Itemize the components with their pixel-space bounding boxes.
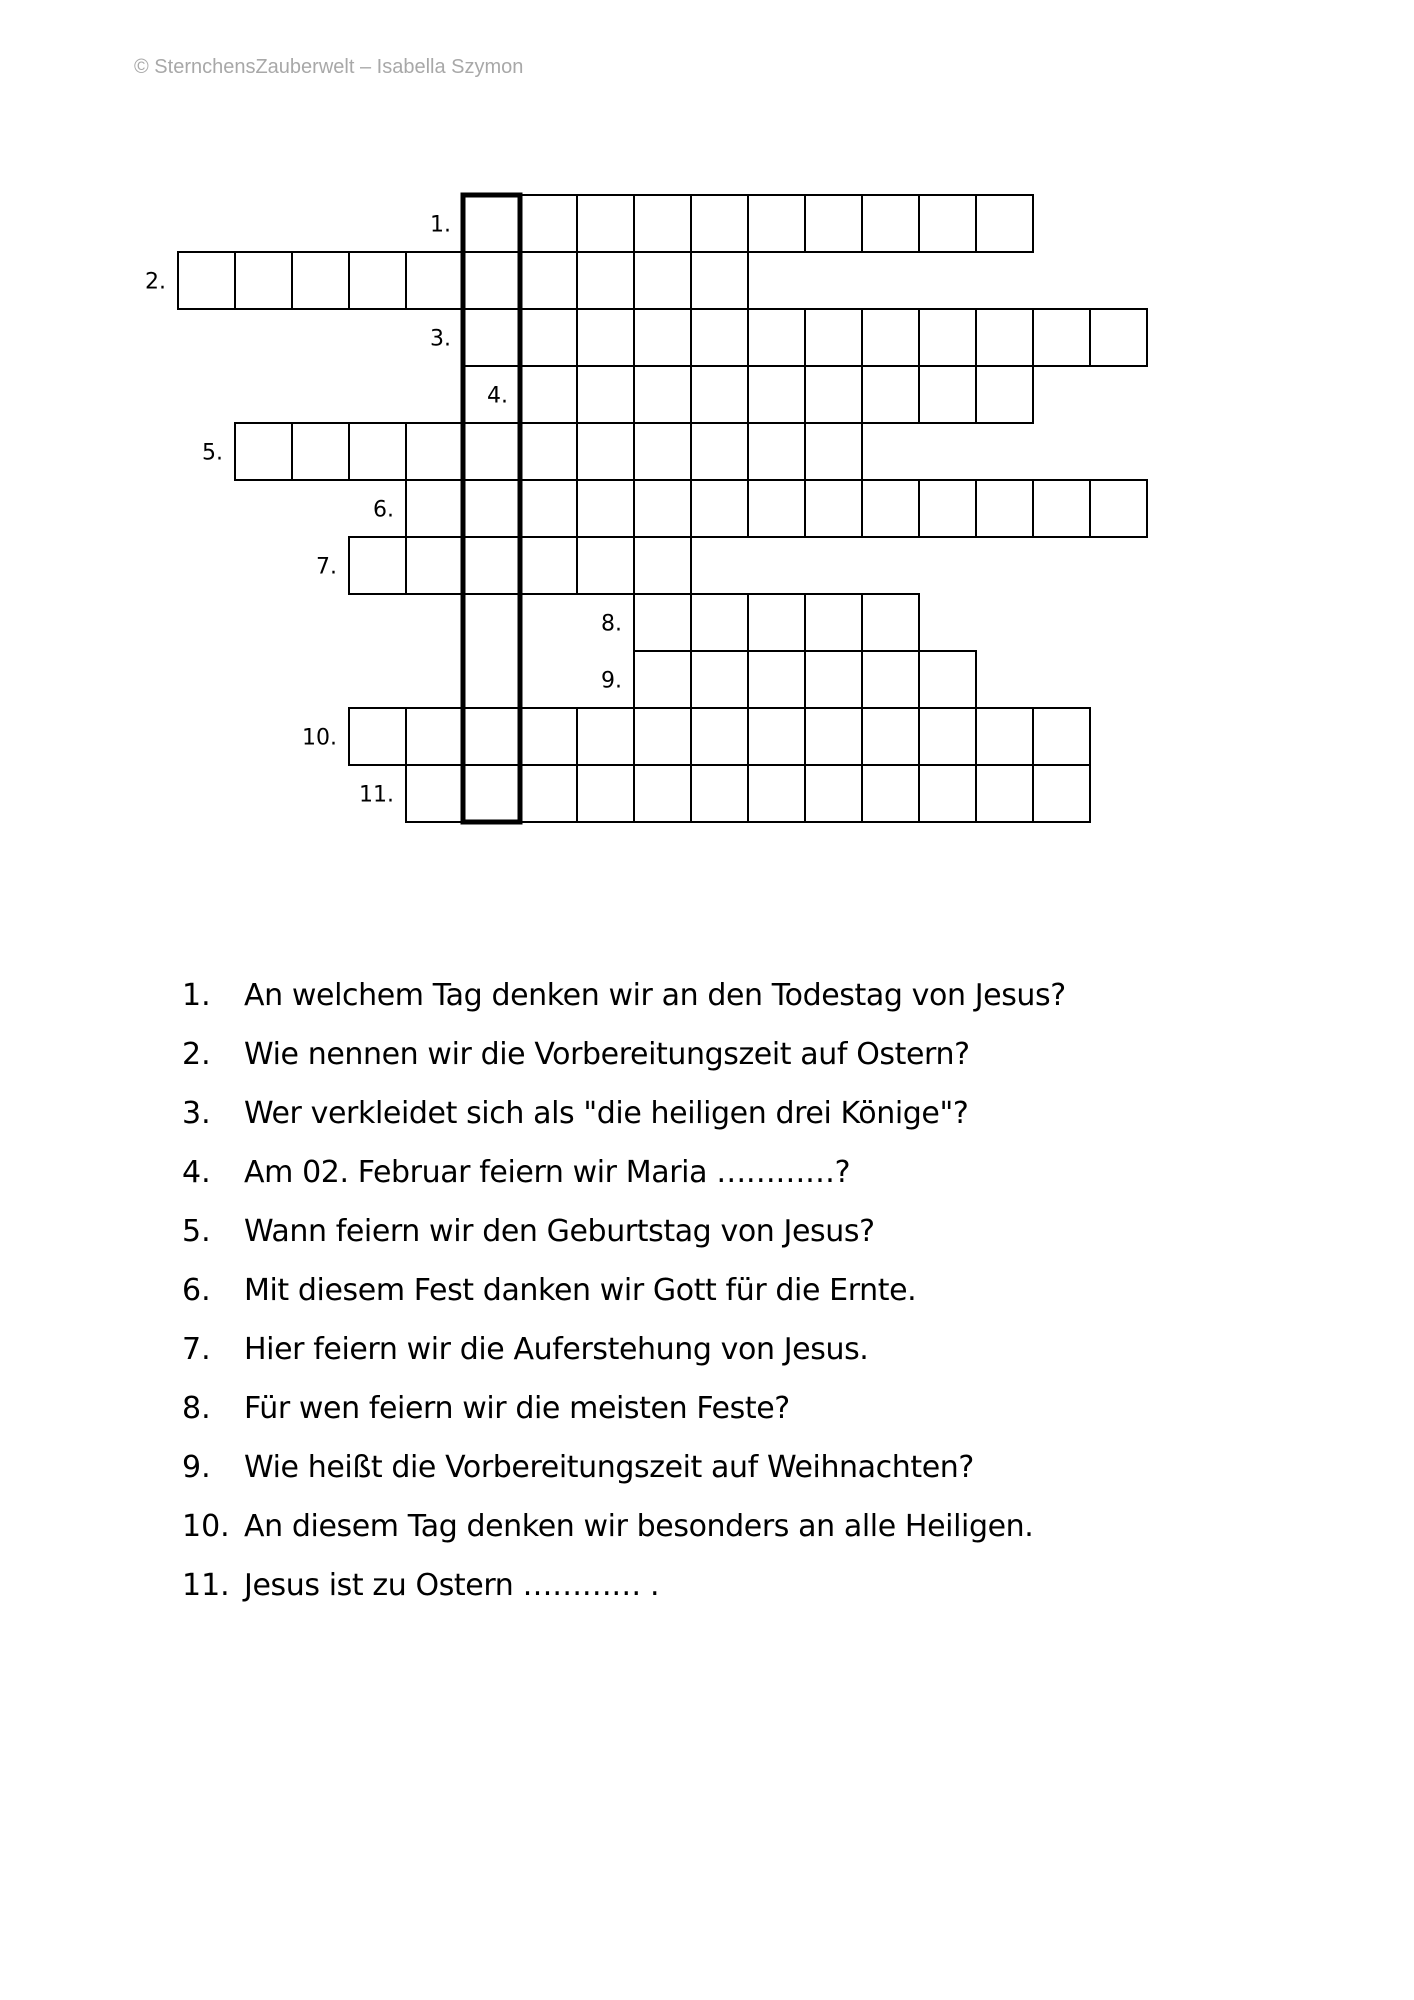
crossword-cell[interactable] <box>463 195 520 252</box>
crossword-cell[interactable] <box>520 708 577 765</box>
crossword-cell[interactable] <box>634 765 691 822</box>
crossword-cell[interactable] <box>1033 765 1090 822</box>
crossword-cell[interactable] <box>520 765 577 822</box>
crossword-cell[interactable] <box>919 309 976 366</box>
crossword-cell[interactable] <box>520 423 577 480</box>
crossword-cell[interactable] <box>805 309 862 366</box>
clue-number: 2. <box>182 1037 211 1072</box>
crossword-cell[interactable] <box>805 195 862 252</box>
crossword-cell[interactable] <box>577 309 634 366</box>
crossword-cell[interactable] <box>805 480 862 537</box>
crossword-cell[interactable] <box>463 765 520 822</box>
crossword-cell[interactable] <box>406 708 463 765</box>
crossword-cell[interactable] <box>862 195 919 252</box>
crossword-cell[interactable] <box>463 708 520 765</box>
crossword-cell[interactable] <box>520 480 577 537</box>
clue-number: 4. <box>182 1155 211 1190</box>
crossword-cell[interactable] <box>862 594 919 651</box>
crossword-cell[interactable] <box>406 423 463 480</box>
crossword-cell[interactable] <box>520 252 577 309</box>
crossword-cell[interactable] <box>349 423 406 480</box>
clue-number: 8. <box>182 1391 211 1426</box>
crossword-cell[interactable] <box>634 651 691 708</box>
crossword-cell[interactable] <box>1090 309 1147 366</box>
crossword-cell[interactable] <box>919 366 976 423</box>
crossword-cell[interactable] <box>691 480 748 537</box>
crossword-cell[interactable] <box>1033 480 1090 537</box>
crossword-cell[interactable] <box>805 765 862 822</box>
clue-number: 11. <box>182 1568 230 1603</box>
crossword-cell[interactable] <box>919 708 976 765</box>
crossword-cell[interactable] <box>292 252 349 309</box>
crossword-cell[interactable] <box>292 423 349 480</box>
crossword-cell[interactable] <box>691 366 748 423</box>
crossword-cell[interactable] <box>634 480 691 537</box>
crossword-cell[interactable] <box>634 366 691 423</box>
crossword-cell[interactable] <box>634 708 691 765</box>
crossword-cell[interactable] <box>349 252 406 309</box>
clue-number: 9. <box>182 1450 211 1485</box>
crossword-cell[interactable] <box>634 252 691 309</box>
row-number-label: 9. <box>601 668 622 694</box>
crossword-cell[interactable] <box>691 252 748 309</box>
crossword-cell[interactable] <box>463 252 520 309</box>
crossword-cell[interactable] <box>1033 309 1090 366</box>
crossword-cell[interactable] <box>577 708 634 765</box>
row-number-label: 1. <box>430 212 451 238</box>
crossword-cell[interactable] <box>919 651 976 708</box>
crossword-cell[interactable] <box>691 309 748 366</box>
crossword-cell[interactable] <box>862 651 919 708</box>
clue-text: Mit diesem Fest danken wir Gott für die Ernte. <box>244 1273 917 1308</box>
crossword-cell[interactable] <box>691 708 748 765</box>
crossword-cell[interactable] <box>634 195 691 252</box>
crossword-cell[interactable] <box>919 480 976 537</box>
crossword-cell[interactable] <box>577 480 634 537</box>
crossword-cell[interactable] <box>805 594 862 651</box>
crossword-cell[interactable] <box>577 252 634 309</box>
clue-text: Hier feiern wir die Auferstehung von Jesus. <box>244 1332 869 1367</box>
crossword-cell[interactable] <box>862 480 919 537</box>
clue-text: Wer verkleidet sich als "die heiligen drei Könige"? <box>244 1096 969 1131</box>
clue-text: Jesus ist zu Ostern ………… . <box>244 1568 660 1603</box>
row-number-label: 8. <box>601 611 622 637</box>
crossword-cell[interactable] <box>691 423 748 480</box>
crossword-cell[interactable] <box>406 765 463 822</box>
crossword-cell[interactable] <box>919 765 976 822</box>
crossword-cell[interactable] <box>976 195 1033 252</box>
clue-text: Am 02. Februar feiern wir Maria …………? <box>244 1155 851 1190</box>
crossword-cell[interactable] <box>634 309 691 366</box>
crossword-grid <box>0 0 1414 900</box>
row-number-label: 4. <box>487 383 508 409</box>
crossword-cell[interactable] <box>463 309 520 366</box>
crossword-cell[interactable] <box>805 708 862 765</box>
row-number-label: 3. <box>430 326 451 352</box>
clue-number: 3. <box>182 1096 211 1131</box>
crossword-cell[interactable] <box>976 765 1033 822</box>
crossword-cell[interactable] <box>748 708 805 765</box>
row-number-label: 6. <box>373 497 394 523</box>
crossword-cell[interactable] <box>748 423 805 480</box>
crossword-cell[interactable] <box>691 651 748 708</box>
clue-number: 1. <box>182 978 211 1013</box>
crossword-cell[interactable] <box>862 309 919 366</box>
crossword-cell[interactable] <box>748 651 805 708</box>
crossword-cell[interactable] <box>349 537 406 594</box>
crossword-cell[interactable] <box>691 195 748 252</box>
clue-number: 6. <box>182 1273 211 1308</box>
crossword-cell[interactable] <box>976 309 1033 366</box>
crossword-cell[interactable] <box>748 309 805 366</box>
crossword-cell[interactable] <box>862 765 919 822</box>
crossword-cell[interactable] <box>691 594 748 651</box>
crossword-cell[interactable] <box>1090 480 1147 537</box>
crossword-cell[interactable] <box>577 765 634 822</box>
crossword-cell[interactable] <box>349 708 406 765</box>
clue-text: An diesem Tag denken wir besonders an alle Heiligen. <box>244 1509 1034 1544</box>
crossword-cell[interactable] <box>691 765 748 822</box>
crossword-cell[interactable] <box>748 366 805 423</box>
crossword-cell[interactable] <box>235 423 292 480</box>
crossword-cell[interactable] <box>976 366 1033 423</box>
row-number-label: 5. <box>202 440 223 466</box>
clue-text: An welchem Tag denken wir an den Todestag von Jesus? <box>244 978 1066 1013</box>
crossword-cell[interactable] <box>520 309 577 366</box>
crossword-cell[interactable] <box>805 366 862 423</box>
crossword-cell[interactable] <box>463 537 520 594</box>
crossword-cell[interactable] <box>463 423 520 480</box>
crossword-cell[interactable] <box>805 423 862 480</box>
crossword-cell[interactable] <box>748 594 805 651</box>
crossword-cell[interactable] <box>748 480 805 537</box>
crossword-cell[interactable] <box>520 195 577 252</box>
crossword-cell[interactable] <box>577 423 634 480</box>
copyright-notice: © SternchensZauberwelt – Isabella Szymon <box>134 56 524 78</box>
clue-text: Wie heißt die Vorbereitungszeit auf Weihnachten? <box>244 1450 974 1485</box>
crossword-cell[interactable] <box>748 195 805 252</box>
clue-text: Wann feiern wir den Geburtstag von Jesus? <box>244 1214 875 1249</box>
row-number-label: 2. <box>145 269 166 295</box>
clue-text: Wie nennen wir die Vorbereitungszeit auf Ostern? <box>244 1037 970 1072</box>
crossword-cell[interactable] <box>862 366 919 423</box>
crossword-cell[interactable] <box>805 651 862 708</box>
crossword-cell[interactable] <box>463 480 520 537</box>
crossword-cell[interactable] <box>406 480 463 537</box>
crossword-cell[interactable] <box>862 708 919 765</box>
row-number-label: 7. <box>316 554 337 580</box>
crossword-cell[interactable] <box>919 195 976 252</box>
crossword-cell[interactable] <box>577 537 634 594</box>
crossword-cell[interactable] <box>178 252 235 309</box>
clue-number: 10. <box>182 1509 230 1544</box>
clue-number: 5. <box>182 1214 211 1249</box>
crossword-cell[interactable] <box>634 423 691 480</box>
crossword-cell[interactable] <box>235 252 292 309</box>
crossword-cell[interactable] <box>577 195 634 252</box>
row-number-label: 11. <box>359 782 394 808</box>
crossword-cell[interactable] <box>748 765 805 822</box>
row-number-label: 10. <box>302 725 337 751</box>
crossword-cell[interactable] <box>406 537 463 594</box>
crossword-cell[interactable] <box>634 594 691 651</box>
crossword-cell[interactable] <box>634 537 691 594</box>
clue-number: 7. <box>182 1332 211 1367</box>
crossword-cell[interactable] <box>520 537 577 594</box>
crossword-cell[interactable] <box>976 480 1033 537</box>
crossword-cell[interactable] <box>520 366 577 423</box>
crossword-cell[interactable] <box>976 708 1033 765</box>
crossword-cell[interactable] <box>1033 708 1090 765</box>
clue-text: Für wen feiern wir die meisten Feste? <box>244 1391 790 1426</box>
crossword-cell[interactable] <box>406 252 463 309</box>
crossword-cell[interactable] <box>577 366 634 423</box>
